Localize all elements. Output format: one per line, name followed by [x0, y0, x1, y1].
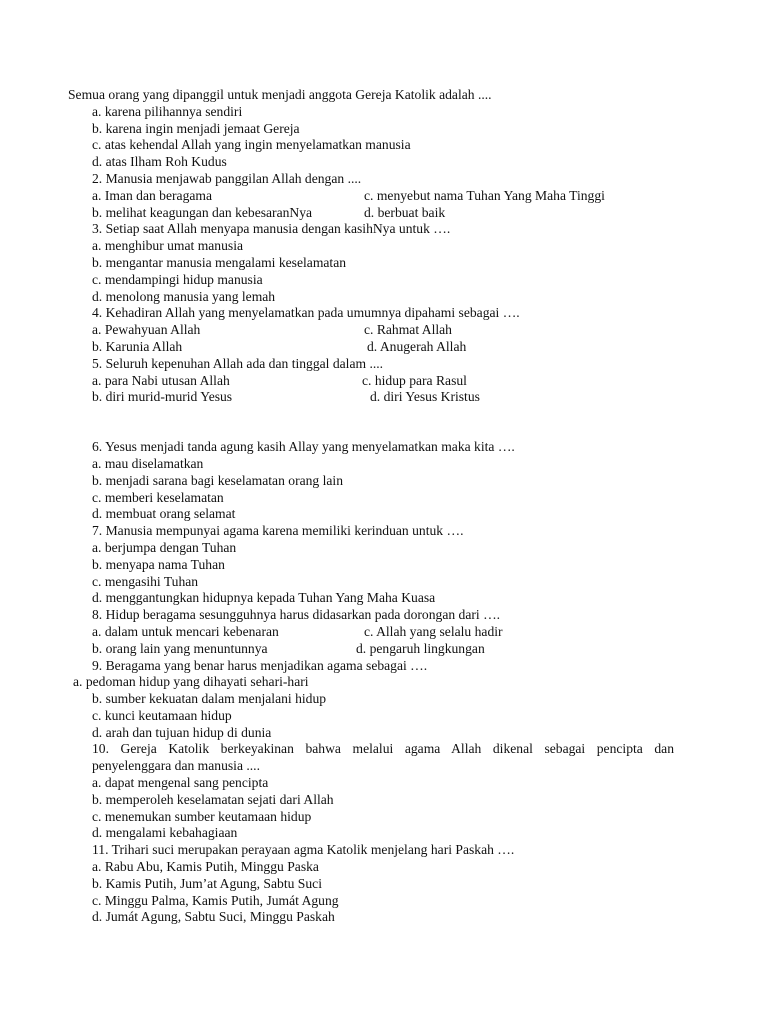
question-9: 9. Beragama yang benar harus menjadikan agama sebagai …. — [92, 657, 428, 673]
option-10d: d. mengalami kebahagiaan — [92, 825, 238, 841]
option-5a: a. para Nabi utusan Allah — [92, 372, 230, 388]
question-5: 5. Seluruh kepenuhan Allah ada dan tinggal dalam .... — [92, 355, 384, 371]
option-10c: c. menemukan sumber keutamaan hidup — [92, 808, 312, 824]
option-3b: b. mengantar manusia mengalami keselamatan — [92, 254, 347, 270]
option-7d: d. menggantungkan hidupnya kepada Tuhan Yang Maha Kuasa — [92, 590, 436, 606]
question-3: 3. Setiap saat Allah menyapa manusia dengan kasihNya untuk …. — [92, 221, 451, 237]
question-4: 4. Kehadiran Allah yang menyelamatkan pada umumnya dipahami sebagai …. — [92, 305, 520, 321]
option-9d: d. arah dan tujuan hidup di dunia — [92, 724, 272, 740]
option-6c: c. memberi keselamatan — [92, 489, 224, 505]
option-11a: a. Rabu Abu, Kamis Putih, Minggu Paska — [92, 859, 319, 875]
option-8c: c. Allah yang selalu hadir — [364, 623, 503, 639]
option-7b: b. menyapa nama Tuhan — [92, 556, 225, 572]
option-2d: d. berbuat baik — [364, 204, 446, 220]
option-3c: c. mendampingi hidup manusia — [92, 271, 263, 287]
option-1d: d. atas Ilham Roh Kudus — [92, 154, 227, 170]
option-8a: a. dalam untuk mencari kebenaran — [92, 623, 279, 639]
option-4c: c. Rahmat Allah — [364, 322, 452, 338]
option-9a: a. pedoman hidup yang dihayati sehari-hari — [73, 674, 309, 690]
option-10a: a. dapat mengenal sang pencipta — [92, 775, 269, 791]
option-1a: a. karena pilihannya sendiri — [92, 103, 243, 119]
question-11: 11. Trihari suci merupakan perayaan agma Katolik menjelang hari Paskah …. — [92, 842, 515, 858]
option-6d: d. membuat orang selamat — [92, 506, 236, 522]
option-11d: d. Jumát Agung, Sabtu Suci, Minggu Paskah — [92, 909, 335, 925]
question-10: 10. Gereja Katolik berkeyakinan bahwa melalui agama Allah dikenal sebagai pencipta dan — [92, 741, 674, 757]
option-5b: b. diri murid-murid Yesus — [92, 389, 233, 405]
section-gap — [0, 406, 768, 439]
option-2a: a. Iman dan beragama — [92, 187, 213, 203]
option-6b: b. menjadi sarana bagi keselamatan orang lain — [92, 472, 344, 488]
option-10b: b. memperoleh keselamatan sejati dari Allah — [92, 791, 334, 807]
option-2c: c. menyebut nama Tuhan Yang Maha Tinggi — [364, 187, 605, 203]
question-7: 7. Manusia mempunyai agama karena memiliki kerinduan untuk …. — [92, 523, 464, 539]
question-2: 2. Manusia menjawab panggilan Allah dengan .... — [92, 170, 362, 186]
option-7a: a. berjumpa dengan Tuhan — [92, 539, 237, 555]
question-1: Semua orang yang dipanggil untuk menjadi anggota Gereja Katolik adalah .... — [68, 87, 492, 102]
question-10-continued: penyelenggara dan manusia .... — [92, 758, 260, 774]
option-8b: b. orang lain yang menuntunnya — [92, 640, 268, 656]
option-4d: d. Anugerah Allah — [367, 338, 467, 354]
option-1c: c. atas kehendal Allah yang ingin menyelamatkan manusia — [92, 137, 411, 153]
option-5c: c. hidup para Rasul — [362, 372, 467, 388]
question-8: 8. Hidup beragama sesungguhnya harus didasarkan pada dorongan dari …. — [92, 607, 501, 623]
option-8d: d. pengaruh lingkungan — [356, 640, 485, 656]
option-3a: a. menghibur umat manusia — [92, 238, 244, 254]
question-6: 6. Yesus menjadi tanda agung kasih Allay yang menyelamatkan maka kita …. — [92, 439, 515, 455]
option-5d: d. diri Yesus Kristus — [370, 389, 480, 405]
option-4a: a. Pewahyuan Allah — [92, 322, 201, 338]
option-2b: b. melihat keagungan dan kebesaranNya — [92, 204, 313, 220]
option-9b: b. sumber kekuatan dalam menjalani hidup — [92, 691, 327, 707]
option-11c: c. Minggu Palma, Kamis Putih, Jumát Agung — [92, 892, 339, 908]
option-7c: c. mengasihi Tuhan — [92, 573, 199, 589]
option-3d: d. menolong manusia yang lemah — [92, 288, 276, 304]
quiz-document — [0, 87, 768, 926]
option-9c: c. kunci keutamaan hidup — [92, 707, 232, 723]
option-4b: b. Karunia Allah — [92, 338, 183, 354]
option-1b: b. karena ingin menjadi jemaat Gereja — [92, 120, 300, 136]
option-6a: a. mau diselamatkan — [92, 455, 204, 471]
option-11b: b. Kamis Putih, Jum’at Agung, Sabtu Suci — [92, 875, 322, 891]
